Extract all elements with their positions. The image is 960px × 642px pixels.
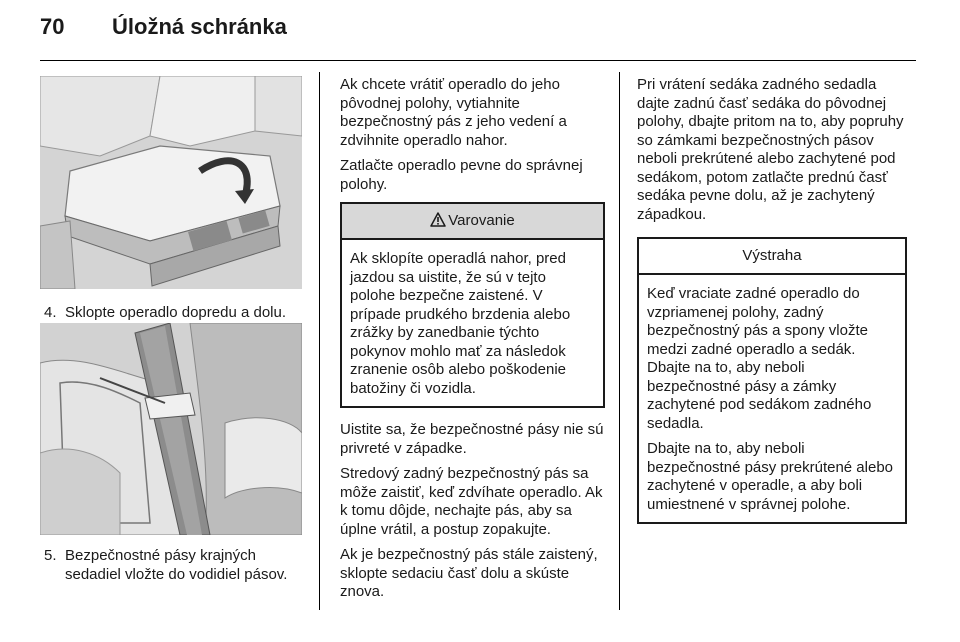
step-text: Bezpečnostné pásy krajných sedadiel vložte do vodidiel pásov. (65, 547, 288, 583)
page-number: 70 (40, 14, 65, 39)
warning-title: Varovanie (448, 212, 515, 229)
chapter-title: Úložná schránka (112, 14, 287, 39)
caution-header (639, 239, 905, 275)
paragraph: Pri vrátení sedáka zadného sedadla dajte zadnú časť sedáka do pôvodnej polohy, dbajte pritom na to, aby popruhy so zámkami bezpečnostných pásov neboli prekrútené alebo zachytené pod sedákom, potom zatlačte prednú časť sedáka pevne dolu, až je zachytený západkou. (637, 76, 904, 223)
warning-text: Ak sklopíte operadlá nahor, pred jazdou sa uistite, že sú v tejto polohe bezpečne zaistené. V prípade prudkého brzdenia alebo zrážky by zanedbanie týchto pokynov mohlo mať za následok zranenie osôb alebo poškodenie batožiny či vozidla. (350, 250, 571, 397)
paragraph: Stredový zadný bezpečnostný pás sa môže zaistiť, keď zdvíhate operadlo. Ak k tomu dôjde, nechajte pás, aby sa úplne vrátil, a postup zopakujte. (340, 465, 603, 538)
rear-seat-illustration-svg (40, 76, 302, 289)
caution-text: Keď vraciate zadné operadlo do vzpriamenej polohy, zadný bezpečnostný pás a spony vložte medzi zadné operadlo a sedák. Dbajte na to, aby neboli bezpečnostné pásy a zámky zachytené pod sedákom zadného sedadla. (647, 285, 872, 432)
warning-box (340, 202, 605, 408)
paragraph: Ak je bezpečnostný pás stále zaistený, sklopte sedaciu časť dolu a skúste znova. (340, 546, 598, 600)
caution-body (639, 275, 905, 522)
column-divider (319, 72, 320, 610)
warning-body (342, 240, 603, 406)
paragraph: Zatlačte operadlo pevne do správnej polohy. (340, 157, 583, 193)
middle-column (340, 76, 605, 609)
caution-title: Výstraha (742, 247, 802, 264)
caution-box (637, 237, 907, 524)
caution-text: Dbajte na to, aby neboli bezpečnostné pásy prekrútené alebo zachytené v operadle, a aby boli umiestnené v správnej polohe. (647, 440, 894, 513)
seat-belt-guide-illustration (40, 323, 302, 535)
rear-seat-folding-illustration (40, 76, 302, 289)
paragraph: Ak chcete vrátiť operadlo do jeho pôvodnej polohy, vytiahnite bezpečnostný pás z jeho vedení a zdvihnite operadlo nahor. (340, 76, 567, 149)
step-4-caption (44, 303, 314, 322)
step-5-caption (44, 546, 314, 584)
paragraph: Uistite sa, že bezpečnostné pásy nie sú privreté v západke. (340, 421, 604, 457)
warning-triangle-icon (430, 212, 446, 227)
seat-belt-illustration-svg (40, 323, 302, 535)
step-text: Sklopte operadlo dopredu a dolu. (65, 304, 287, 321)
right-column (637, 76, 907, 537)
header-rule (40, 60, 916, 61)
step-number: 4. (44, 304, 57, 321)
warning-header (342, 204, 603, 240)
step-number: 5. (44, 547, 57, 564)
column-divider (619, 72, 620, 610)
